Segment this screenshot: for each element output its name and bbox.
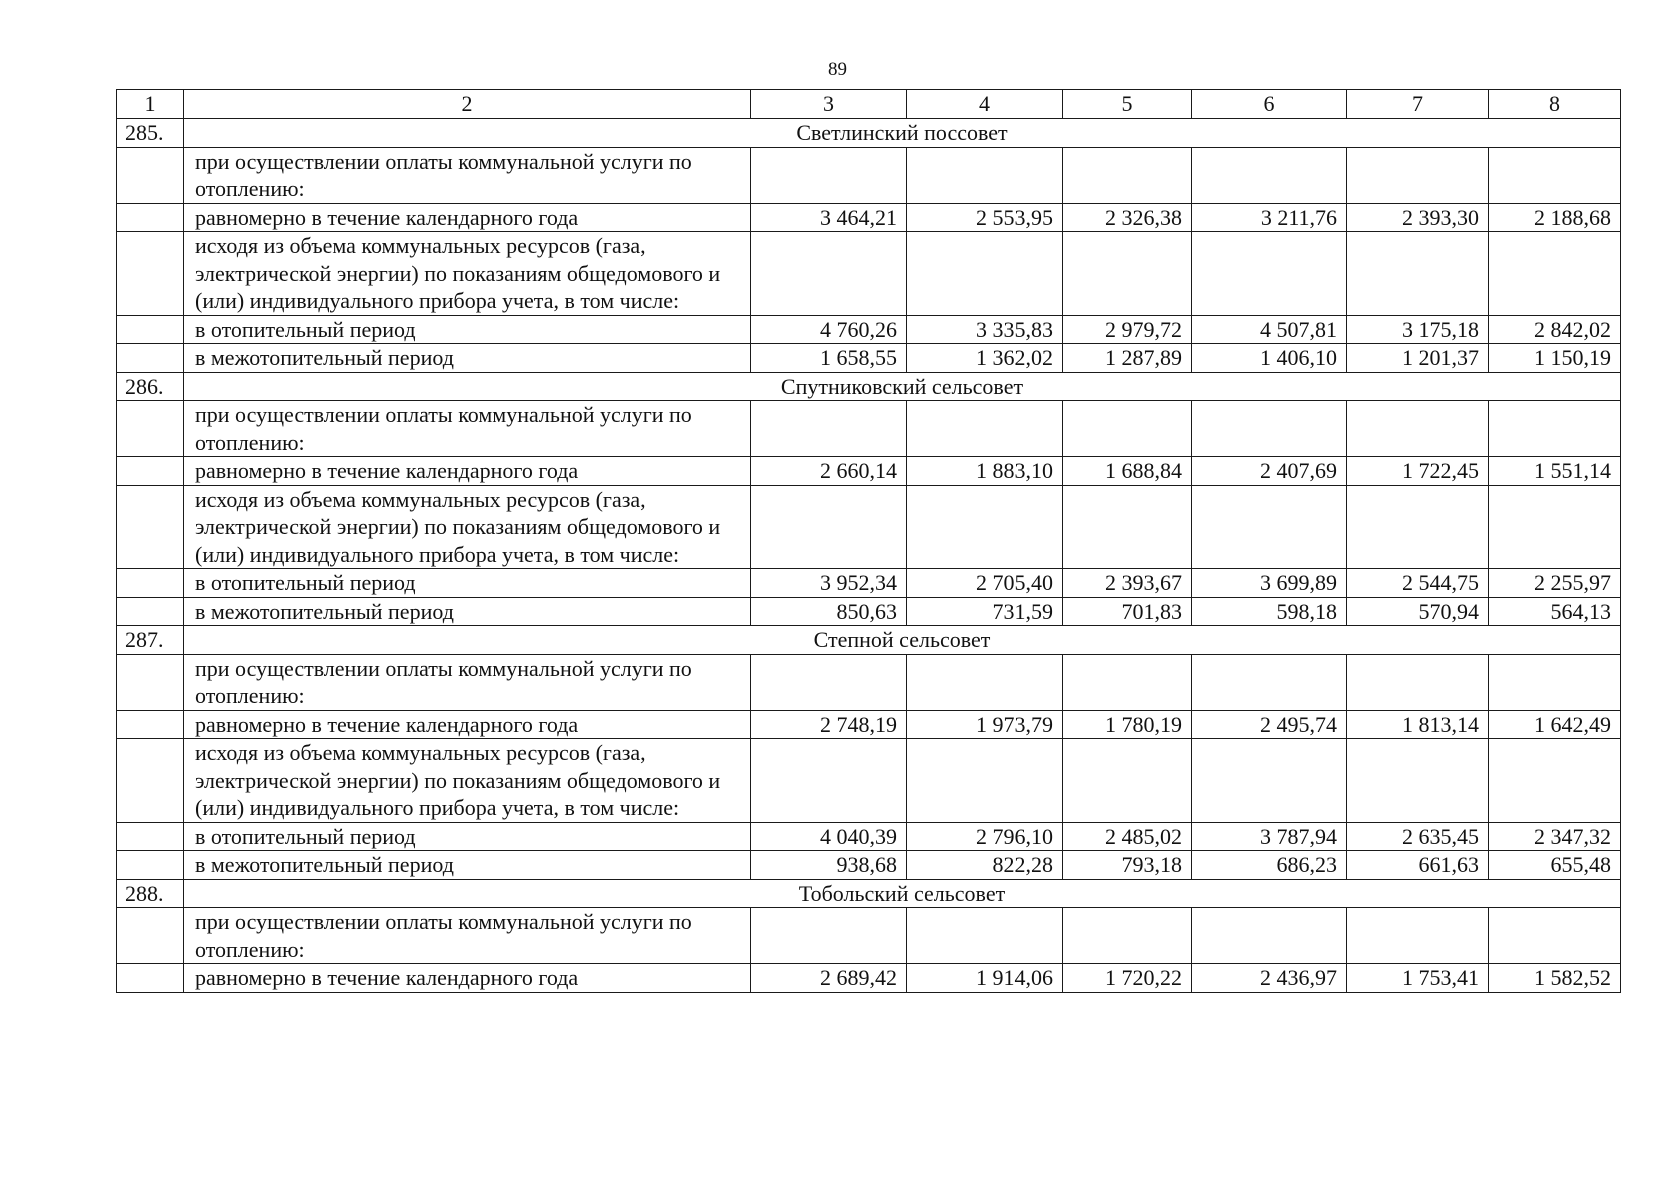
row-label: в отопительный период (184, 315, 751, 344)
empty-cell (117, 203, 184, 232)
empty-cell (117, 485, 184, 569)
row-label: равномерно в течение календарного года (184, 964, 751, 993)
table-row (117, 908, 1621, 964)
value-cell (751, 485, 907, 569)
value-cell: 2 326,38 (1063, 203, 1192, 232)
value-cell: 1 720,22 (1063, 964, 1192, 993)
value-cell: 2 495,74 (1192, 710, 1347, 739)
value-cell (1063, 232, 1192, 316)
table-row (117, 401, 1621, 457)
value-cell (1063, 739, 1192, 823)
value-cell: 2 347,32 (1489, 822, 1621, 851)
value-cell: 822,28 (907, 851, 1063, 880)
column-number: 7 (1347, 90, 1489, 119)
value-cell (1489, 232, 1621, 316)
column-number: 8 (1489, 90, 1621, 119)
value-cell: 2 635,45 (1347, 822, 1489, 851)
value-cell: 793,18 (1063, 851, 1192, 880)
value-cell: 2 544,75 (1347, 569, 1489, 598)
table-row (117, 710, 1621, 739)
value-cell (1347, 654, 1489, 710)
empty-cell (117, 147, 184, 203)
row-label: при осуществлении оплаты коммунальной услуги по отоплению: (184, 401, 751, 457)
column-number: 2 (184, 90, 751, 119)
section-number: 288. (117, 879, 184, 908)
value-cell: 1 551,14 (1489, 457, 1621, 486)
table-row (117, 457, 1621, 486)
table-row (117, 147, 1621, 203)
table-row (117, 203, 1621, 232)
value-cell: 2 660,14 (751, 457, 907, 486)
value-cell: 3 464,21 (751, 203, 907, 232)
row-label: при осуществлении оплаты коммунальной услуги по отоплению: (184, 908, 751, 964)
empty-cell (117, 851, 184, 880)
value-cell: 1 642,49 (1489, 710, 1621, 739)
empty-cell (117, 232, 184, 316)
value-cell: 1 201,37 (1347, 344, 1489, 373)
value-cell (1063, 908, 1192, 964)
value-cell (1192, 739, 1347, 823)
value-cell (1347, 908, 1489, 964)
empty-cell (117, 315, 184, 344)
value-cell: 731,59 (907, 597, 1063, 626)
row-label: равномерно в течение календарного года (184, 457, 751, 486)
value-cell: 1 914,06 (907, 964, 1063, 993)
value-cell: 1 722,45 (1347, 457, 1489, 486)
value-cell (751, 401, 907, 457)
value-cell (1489, 485, 1621, 569)
value-cell (1063, 147, 1192, 203)
value-cell: 2 553,95 (907, 203, 1063, 232)
value-cell: 2 393,67 (1063, 569, 1192, 598)
table-row (117, 232, 1621, 316)
value-cell: 3 211,76 (1192, 203, 1347, 232)
table-row (117, 315, 1621, 344)
empty-cell (117, 964, 184, 993)
table-row (117, 597, 1621, 626)
value-cell (1347, 232, 1489, 316)
table-row (117, 654, 1621, 710)
value-cell (907, 485, 1063, 569)
value-cell: 1 753,41 (1347, 964, 1489, 993)
value-cell: 1 582,52 (1489, 964, 1621, 993)
section-name: Светлинский поссовет (184, 119, 1621, 148)
value-cell (751, 654, 907, 710)
row-label: исходя из объема коммунальных ресурсов (газа, электрической энергии) по показаниям общедомового и (или) индивидуального прибора учета, в том числе: (184, 232, 751, 316)
value-cell (907, 739, 1063, 823)
row-label: исходя из объема коммунальных ресурсов (газа, электрической энергии) по показаниям общедомового и (или) индивидуального прибора учета, в том числе: (184, 485, 751, 569)
tariff-table (116, 89, 1621, 993)
row-label: в отопительный период (184, 822, 751, 851)
value-cell (751, 147, 907, 203)
table-row (117, 964, 1621, 993)
value-cell: 2 748,19 (751, 710, 907, 739)
value-cell: 2 796,10 (907, 822, 1063, 851)
value-cell: 1 406,10 (1192, 344, 1347, 373)
value-cell (1347, 401, 1489, 457)
value-cell: 2 436,97 (1192, 964, 1347, 993)
value-cell: 938,68 (751, 851, 907, 880)
value-cell (1063, 401, 1192, 457)
value-cell (1192, 908, 1347, 964)
value-cell (1063, 485, 1192, 569)
table-row (117, 344, 1621, 373)
value-cell: 4 760,26 (751, 315, 907, 344)
value-cell (1347, 739, 1489, 823)
value-cell (1192, 485, 1347, 569)
value-cell: 661,63 (1347, 851, 1489, 880)
row-label: исходя из объема коммунальных ресурсов (газа, электрической энергии) по показаниям общедомового и (или) индивидуального прибора учета, в том числе: (184, 739, 751, 823)
value-cell (907, 147, 1063, 203)
section-header-row (117, 372, 1621, 401)
column-number: 4 (907, 90, 1063, 119)
value-cell: 1 287,89 (1063, 344, 1192, 373)
value-cell: 1 362,02 (907, 344, 1063, 373)
value-cell (1489, 908, 1621, 964)
value-cell: 4 040,39 (751, 822, 907, 851)
value-cell (907, 401, 1063, 457)
row-label: в межотопительный период (184, 344, 751, 373)
value-cell (1192, 401, 1347, 457)
value-cell: 2 188,68 (1489, 203, 1621, 232)
section-header-row (117, 626, 1621, 655)
empty-cell (117, 710, 184, 739)
value-cell: 2 255,97 (1489, 569, 1621, 598)
empty-cell (117, 597, 184, 626)
value-cell (1347, 485, 1489, 569)
empty-cell (117, 401, 184, 457)
value-cell: 2 705,40 (907, 569, 1063, 598)
row-label: равномерно в течение календарного года (184, 203, 751, 232)
value-cell: 598,18 (1192, 597, 1347, 626)
value-cell: 701,83 (1063, 597, 1192, 626)
section-name: Спутниковский сельсовет (184, 372, 1621, 401)
section-number: 285. (117, 119, 184, 148)
value-cell (1192, 232, 1347, 316)
column-number-row (117, 90, 1621, 119)
value-cell: 655,48 (1489, 851, 1621, 880)
table-row (117, 485, 1621, 569)
section-name: Степной сельсовет (184, 626, 1621, 655)
value-cell: 4 507,81 (1192, 315, 1347, 344)
table-row (117, 822, 1621, 851)
value-cell: 1 973,79 (907, 710, 1063, 739)
value-cell (1489, 147, 1621, 203)
value-cell: 1 658,55 (751, 344, 907, 373)
row-label: при осуществлении оплаты коммунальной услуги по отоплению: (184, 147, 751, 203)
row-label: в межотопительный период (184, 851, 751, 880)
value-cell: 2 842,02 (1489, 315, 1621, 344)
value-cell: 2 689,42 (751, 964, 907, 993)
value-cell: 570,94 (1347, 597, 1489, 626)
value-cell: 686,23 (1192, 851, 1347, 880)
value-cell (751, 739, 907, 823)
empty-cell (117, 344, 184, 373)
value-cell (1489, 401, 1621, 457)
row-label: равномерно в течение календарного года (184, 710, 751, 739)
value-cell: 2 393,30 (1347, 203, 1489, 232)
value-cell (1192, 654, 1347, 710)
value-cell: 2 407,69 (1192, 457, 1347, 486)
value-cell (907, 232, 1063, 316)
value-cell: 3 787,94 (1192, 822, 1347, 851)
row-label: при осуществлении оплаты коммунальной услуги по отоплению: (184, 654, 751, 710)
column-number: 5 (1063, 90, 1192, 119)
value-cell: 1 883,10 (907, 457, 1063, 486)
empty-cell (117, 739, 184, 823)
table-row (117, 739, 1621, 823)
empty-cell (117, 569, 184, 598)
value-cell: 2 979,72 (1063, 315, 1192, 344)
column-number: 1 (117, 90, 184, 119)
table-body (117, 90, 1621, 993)
value-cell (751, 908, 907, 964)
value-cell (907, 908, 1063, 964)
section-number: 287. (117, 626, 184, 655)
value-cell: 1 780,19 (1063, 710, 1192, 739)
value-cell: 3 335,83 (907, 315, 1063, 344)
table-row (117, 569, 1621, 598)
column-number: 3 (751, 90, 907, 119)
value-cell: 564,13 (1489, 597, 1621, 626)
value-cell (1489, 654, 1621, 710)
row-label: в межотопительный период (184, 597, 751, 626)
value-cell: 2 485,02 (1063, 822, 1192, 851)
value-cell (907, 654, 1063, 710)
value-cell: 850,63 (751, 597, 907, 626)
value-cell: 1 688,84 (1063, 457, 1192, 486)
section-header-row (117, 119, 1621, 148)
section-header-row (117, 879, 1621, 908)
value-cell: 1 813,14 (1347, 710, 1489, 739)
value-cell: 3 952,34 (751, 569, 907, 598)
section-number: 286. (117, 372, 184, 401)
value-cell: 3 175,18 (1347, 315, 1489, 344)
row-label: в отопительный период (184, 569, 751, 598)
empty-cell (117, 457, 184, 486)
section-name: Тобольский сельсовет (184, 879, 1621, 908)
value-cell (1489, 739, 1621, 823)
value-cell: 3 699,89 (1192, 569, 1347, 598)
value-cell: 1 150,19 (1489, 344, 1621, 373)
column-number: 6 (1192, 90, 1347, 119)
empty-cell (117, 654, 184, 710)
value-cell (1063, 654, 1192, 710)
page-number: 89 (828, 59, 847, 80)
value-cell (1192, 147, 1347, 203)
table-row (117, 851, 1621, 880)
empty-cell (117, 822, 184, 851)
value-cell (1347, 147, 1489, 203)
empty-cell (117, 908, 184, 964)
value-cell (751, 232, 907, 316)
